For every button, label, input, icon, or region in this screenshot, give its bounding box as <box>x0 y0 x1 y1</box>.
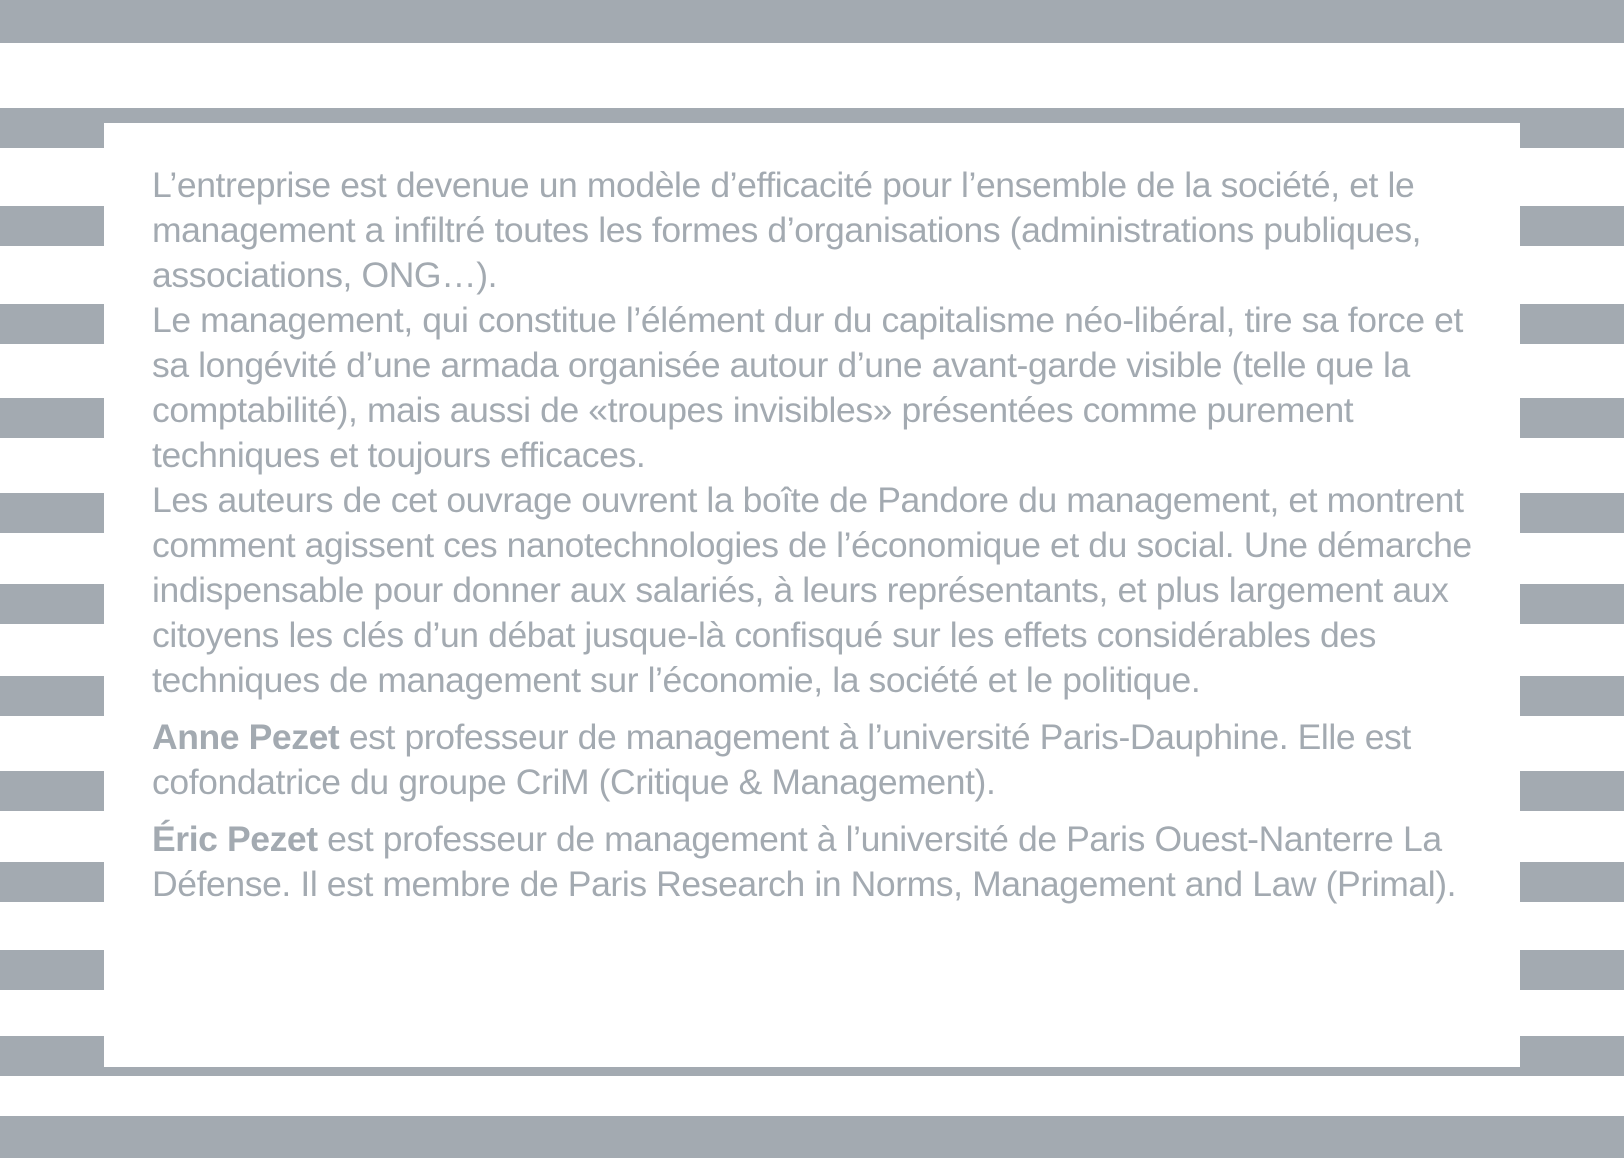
back-cover-text-panel <box>104 123 1520 1067</box>
summary-paragraph: Les auteurs de cet ouvrage ouvrent la boîte de Pandore du management, et montrent comment agissent ces nanotechnologies de l’économique et du social. Une démarche indispensable pour donner aux salariés, à leurs représentants, et plus largement aux citoyens les clés d’un débat jusque-là confisqué sur les effets considérables des techniques de management sur l’économie, la société et le politique. <box>152 480 1472 700</box>
author-name: Anne Pezet <box>152 717 340 757</box>
stripe-band <box>0 0 1624 43</box>
author-name: Éric Pezet <box>152 819 318 859</box>
summary-paragraph: Le management, qui constitue l’élément dur du capitalisme néo-libéral, tire sa force et sa longévité d’une armada organisée autour d’une avant-garde visible (telle que la comptabilité), mais aussi de «troupes invisibles» présentées comme purement techniques et toujours efficaces. <box>152 300 1463 475</box>
stripe-band <box>0 1116 1624 1158</box>
author-description: est professeur de management à l’université de Paris Ouest-Nanterre La Défense. Il est membre de Paris Research in Norms, Management and Law (Primal). <box>152 819 1457 904</box>
back-cover-text <box>152 163 1492 907</box>
author-bio <box>152 715 1492 805</box>
author-bio <box>152 817 1492 907</box>
summary-paragraph: L’entreprise est devenue un modèle d’efficacité pour l’ensemble de la société, et le management a infiltré toutes les formes d’organisations (administrations publiques, associations, ONG…). <box>152 165 1422 295</box>
author-description: est professeur de management à l’université Paris-Dauphine. Elle est cofondatrice du groupe CriM (Critique & Management). <box>152 717 1411 802</box>
